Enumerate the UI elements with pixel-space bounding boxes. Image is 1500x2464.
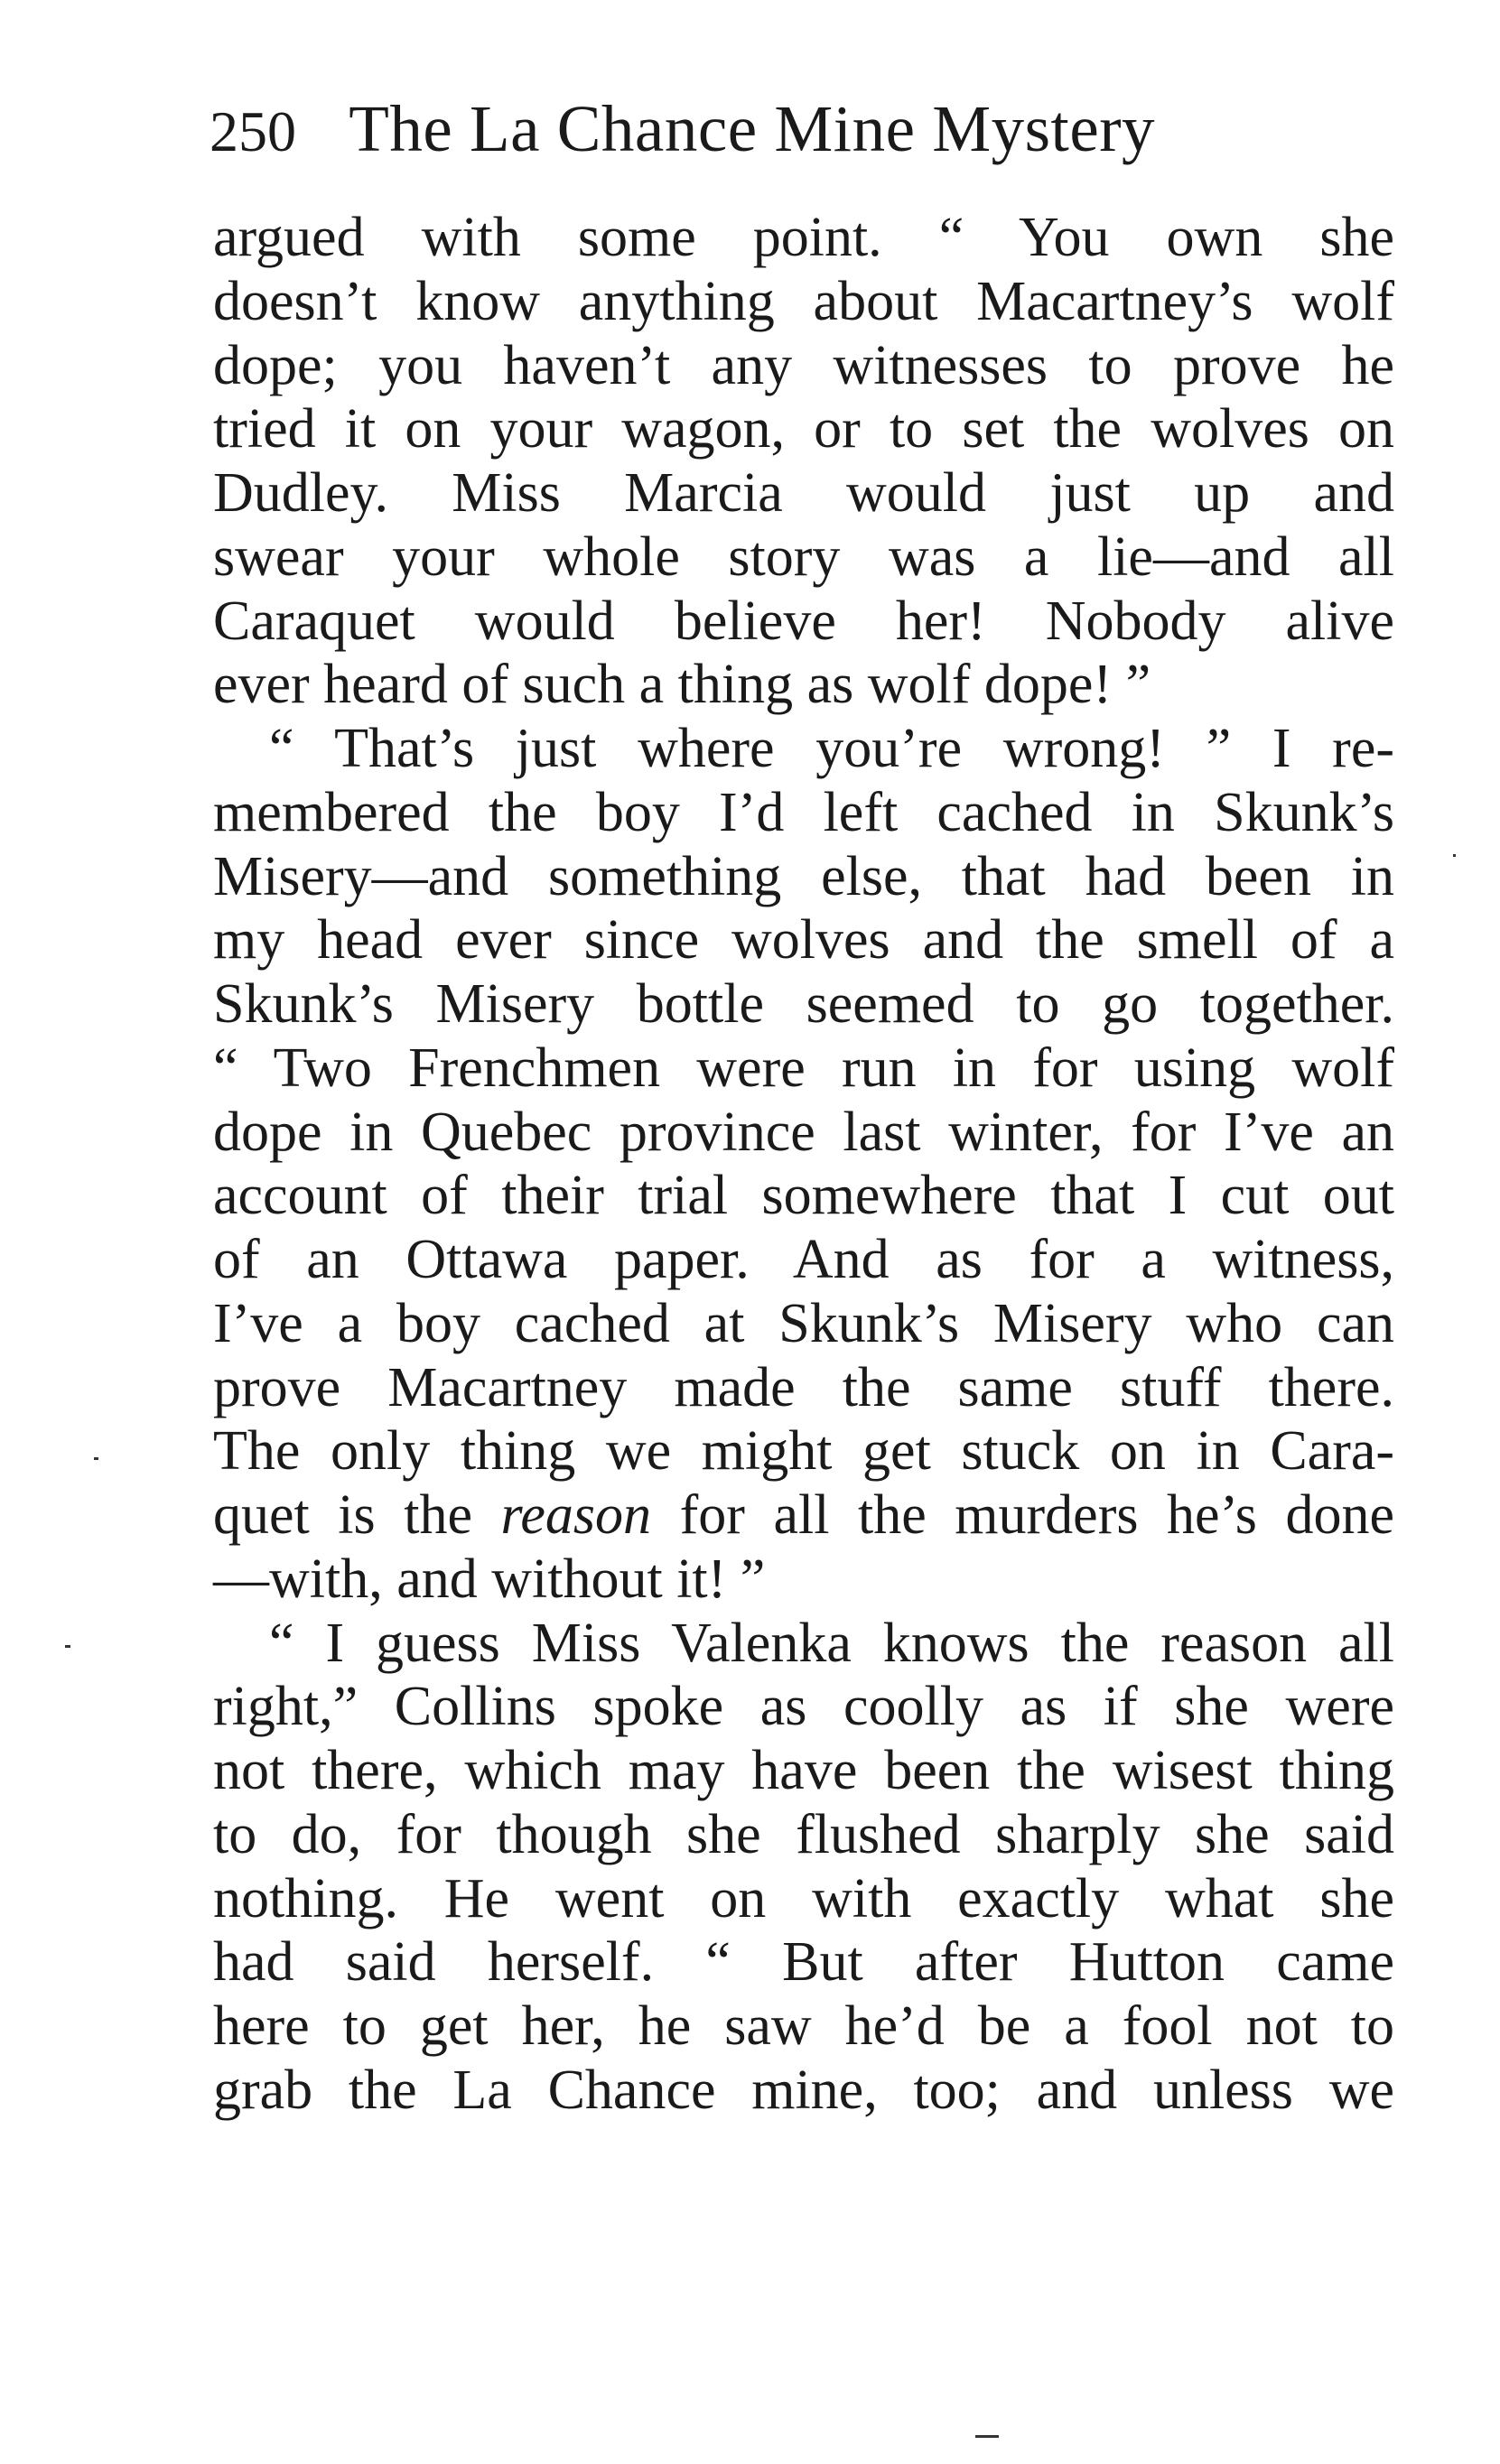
text-line: grab the La Chance mine, too; and unless we (213, 2059, 1394, 2121)
text-line: nothing. He went on with exactly what she (213, 1867, 1394, 1929)
text-line: The only thing we might get stuck on in Cara- (213, 1420, 1394, 1483)
running-header (210, 88, 1384, 170)
text-line: Caraquet would believe her! Nobody alive (213, 590, 1394, 652)
text-line: ever heard of such a thing as wolf dope! ” (213, 654, 1151, 716)
running-title: The La Chance Mine Mystery (349, 92, 1156, 165)
text-line: Misery—and something else, that had been in (213, 845, 1394, 907)
text-line: not there, which may have been the wisest thing (213, 1740, 1394, 1801)
text-line: of an Ottawa paper. And as for a witness, (213, 1229, 1394, 1290)
text-segment: for all the murders he’s done (651, 1484, 1394, 1546)
text-line: account of their trial somewhere that I cut out (213, 1165, 1394, 1227)
text-line: doesn’t know anything about Macartney’s wolf (213, 270, 1394, 332)
text-line: had said herself. “ But after Hutton came (213, 1931, 1394, 1994)
scan-speck (975, 2435, 999, 2438)
text-line: “ Two Frenchmen were run in for using wolf (213, 1037, 1394, 1099)
text-line: dope; you haven’t any witnesses to prove he (213, 334, 1394, 396)
text-line: prove Macartney made the same stuff there. (213, 1356, 1394, 1418)
page-number: 250 (210, 99, 296, 163)
scan-speck (1453, 854, 1456, 857)
text-line: “ That’s just where you’re wrong! ” I re- (269, 718, 1394, 779)
italic-word: reason (500, 1484, 652, 1546)
text-line: my head ever since wolves and the smell of a (213, 909, 1394, 972)
text-line (213, 1483, 1394, 1548)
text-line: Skunk’s Misery bottle seemed to go together. (213, 973, 1394, 1035)
text-line: dope in Quebec province last winter, for I’ve an (213, 1101, 1394, 1163)
text-line: here to get her, he saw he’d be a fool not to (213, 1995, 1394, 2057)
body-text (213, 206, 1394, 2123)
text-line: membered the boy I’d left cached in Skunk’s (213, 781, 1394, 843)
text-line: tried it on your wagon, or to set the wolves on (213, 398, 1394, 460)
text-line: swear your whole story was a lie—and all (213, 525, 1394, 588)
text-line: argued with some point. “ You own she (213, 207, 1394, 268)
text-line: I’ve a boy cached at Skunk’s Misery who can (213, 1292, 1394, 1354)
scan-speck (94, 1457, 98, 1460)
scan-speck (65, 1645, 70, 1648)
text-line: right,” Collins spoke as coolly as if she were (213, 1676, 1394, 1738)
text-segment: quet is the (213, 1484, 501, 1546)
text-line: Dudley. Miss Marcia would just up and (213, 462, 1394, 524)
text-line: “ I guess Miss Valenka knows the reason all (269, 1612, 1394, 1674)
text-line: —with, and without it! ” (213, 1548, 766, 1610)
text-line: to do, for though she flushed sharply she said (213, 1803, 1394, 1865)
